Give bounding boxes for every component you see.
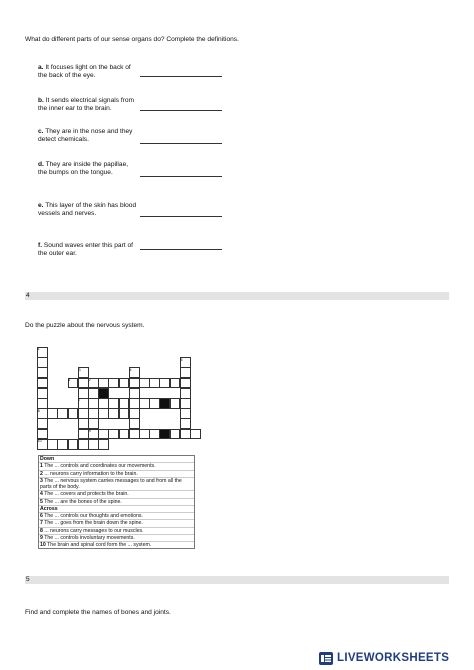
answer-line-d[interactable] — [140, 176, 222, 177]
crossword-number: 4 — [129, 367, 132, 372]
crossword-cell[interactable] — [139, 378, 150, 389]
clue-across-6: 6 The ... controls our thoughts and emotions. — [39, 513, 194, 520]
crossword-cell[interactable] — [149, 378, 160, 389]
crossword-black-cell — [159, 398, 170, 409]
crossword-cell[interactable] — [37, 398, 48, 409]
intro-instruction: What do different parts of our sense organs do? Complete the definitions. — [25, 36, 239, 43]
crossword-cell[interactable] — [98, 378, 109, 389]
crossword-cell[interactable] — [78, 418, 89, 429]
crossword-number: 6 — [68, 378, 71, 382]
crossword-cell[interactable] — [180, 388, 191, 399]
crossword-cell[interactable] — [57, 408, 68, 419]
crossword-cell[interactable] — [88, 439, 99, 450]
answer-line-c[interactable] — [140, 143, 222, 144]
crossword-cell[interactable] — [98, 429, 109, 440]
crossword-cell[interactable] — [159, 378, 170, 389]
clue-across-7: 7 The ... goes from the brain down the spine. — [39, 520, 194, 527]
crossword-cell[interactable] — [98, 408, 109, 419]
answer-line-f[interactable] — [140, 249, 222, 250]
crossword-cell[interactable] — [139, 429, 150, 440]
section-4-instruction: Do the puzzle about the nervous system. — [25, 322, 145, 329]
definition-c: c. They are in the nose and they detect chemicals. — [38, 128, 133, 144]
crossword-cell[interactable] — [78, 429, 89, 440]
clues-across-title: Across — [39, 506, 194, 513]
crossword-number: 5 — [180, 357, 183, 362]
crossword-cell[interactable] — [119, 408, 130, 419]
crossword-cell[interactable] — [149, 398, 160, 409]
definition-b: b. It sends electrical signals from the inner ear to the brain. — [38, 97, 135, 113]
crossword-cell[interactable] — [180, 408, 191, 419]
section-5-bar — [25, 576, 449, 584]
section-4-number: 4 — [26, 292, 30, 299]
crossword-cell[interactable] — [37, 418, 48, 429]
definition-e: e. This layer of the skin has blood vessels and nerves. — [38, 202, 137, 218]
crossword-cell[interactable] — [180, 398, 191, 409]
crossword-cell[interactable] — [180, 367, 191, 378]
crossword-cell[interactable] — [88, 418, 99, 429]
clues-down-title: Down — [39, 456, 194, 463]
clue-across-10: 10 The brain and spinal cord form the ... system. — [40, 542, 152, 548]
crossword-number: 3 — [78, 367, 81, 372]
crossword-cell[interactable] — [119, 429, 130, 440]
crossword-number: 1 — [37, 347, 40, 352]
crossword-cell[interactable] — [149, 429, 160, 440]
clue-down-1: 1 The ... controls and coordinates our movements. — [39, 463, 194, 470]
crossword-number: 2 — [88, 378, 91, 382]
crossword-cell[interactable] — [170, 378, 181, 389]
clue-across-8: 8 ... neurons carry messages to our muscles. — [39, 528, 194, 535]
clue-down-5: 5 The ... are the bones of the spine. — [39, 499, 194, 506]
crossword-number: 10 — [37, 439, 42, 444]
crossword-cell[interactable] — [170, 398, 181, 409]
crossword-cell[interactable] — [129, 408, 140, 419]
crossword-cell[interactable] — [68, 408, 79, 419]
crossword-cell[interactable] — [139, 398, 150, 409]
crossword-cell[interactable] — [98, 439, 109, 450]
crossword-cell[interactable] — [68, 439, 79, 450]
crossword-cell[interactable] — [37, 429, 48, 440]
crossword-cell[interactable] — [129, 388, 140, 399]
crossword-cell[interactable] — [37, 378, 48, 389]
crossword-cell[interactable] — [180, 429, 191, 440]
crossword-cell[interactable] — [108, 429, 119, 440]
crossword-number: 9 — [88, 429, 91, 433]
liveworksheets-logo — [319, 652, 466, 665]
section-5-number: 5 — [26, 576, 30, 583]
crossword-black-cell — [159, 429, 170, 440]
logo-mark-icon — [319, 652, 333, 665]
crossword-black-cell — [98, 388, 109, 399]
crossword-cell[interactable] — [37, 367, 48, 378]
clue-down-3: 3 The ... nervous system carries messages to and from all the parts of the body. — [39, 478, 194, 492]
crossword-cell[interactable] — [190, 429, 201, 440]
definition-d: d. They are inside the papillae, the bumps on the tongue. — [38, 161, 129, 177]
crossword-cell[interactable] — [78, 408, 89, 419]
crossword-cell[interactable] — [37, 388, 48, 399]
answer-line-b[interactable] — [140, 110, 222, 111]
crossword-cell[interactable] — [37, 357, 48, 368]
crossword-cell[interactable] — [78, 439, 89, 450]
crossword-number: 7 — [78, 398, 81, 403]
answer-line-a[interactable] — [140, 76, 222, 77]
clue-down-4: 4 The ... covers and protects the brain. — [39, 491, 194, 498]
crossword-cell[interactable] — [78, 388, 89, 399]
crossword-cell[interactable] — [108, 398, 119, 409]
definition-a: a. It focuses light on the back of the back of the eye. — [38, 64, 131, 80]
crossword-cell[interactable] — [180, 418, 191, 429]
crossword-cell[interactable] — [129, 418, 140, 429]
crossword-cell[interactable] — [98, 398, 109, 409]
crossword-clues — [38, 455, 195, 549]
crossword-cell[interactable] — [88, 408, 99, 419]
section-4-bar — [25, 292, 449, 300]
crossword-cell[interactable] — [47, 408, 58, 419]
crossword-cell[interactable] — [78, 378, 89, 389]
crossword-cell[interactable] — [129, 429, 140, 440]
crossword-cell[interactable] — [57, 439, 68, 450]
crossword-number: 8 — [37, 408, 40, 413]
definition-f: f. Sound waves enter this part of the outer ear. — [38, 242, 133, 258]
crossword-cell[interactable] — [88, 398, 99, 409]
crossword-cell[interactable] — [170, 429, 181, 440]
crossword-cell[interactable] — [129, 398, 140, 409]
crossword-cell[interactable] — [108, 378, 119, 389]
crossword-cell[interactable] — [119, 398, 130, 409]
logo-wordmark: LIVEWORKSHEETS — [337, 652, 450, 664]
crossword-cell[interactable] — [119, 378, 130, 389]
crossword-cell[interactable] — [180, 378, 191, 389]
clue-across-9: 9 The ... controls involuntary movements. — [39, 535, 194, 542]
crossword-cell[interactable] — [129, 378, 140, 389]
answer-line-e[interactable] — [140, 216, 222, 217]
section-5-instruction: Find and complete the names of bones and joints. — [25, 609, 171, 616]
crossword-cell[interactable] — [108, 408, 119, 419]
crossword-cell[interactable] — [47, 439, 58, 450]
clue-down-2: 2 ... neurons carry information to the brain. — [39, 471, 194, 478]
crossword-cell[interactable] — [88, 388, 99, 399]
